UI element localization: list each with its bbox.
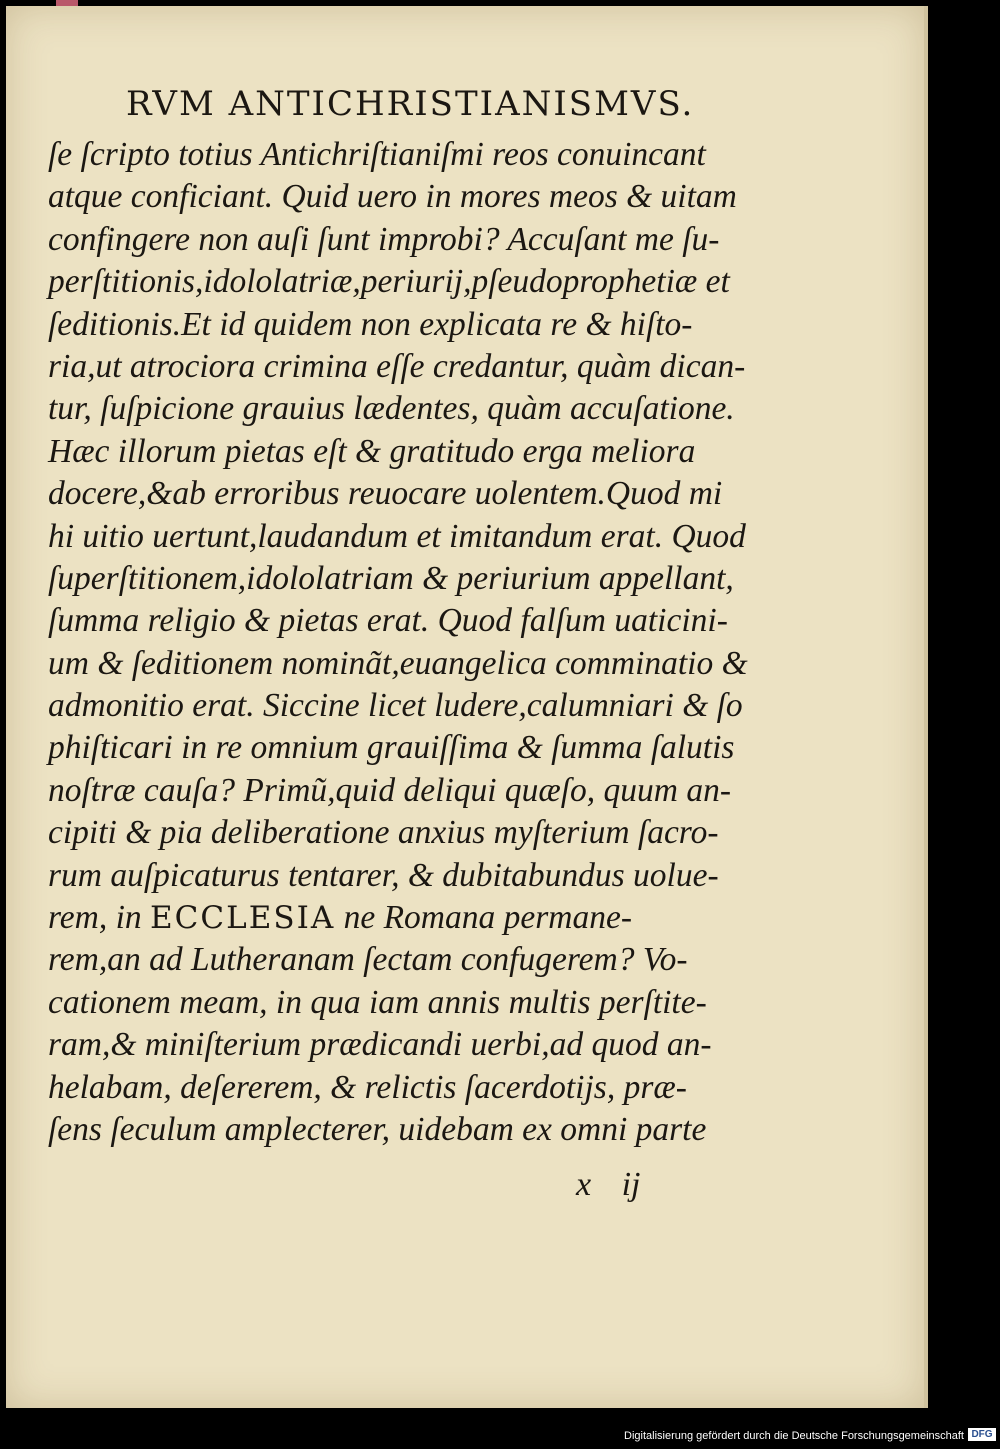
text-line: tur, ſuſpicione grauius lædentes, quàm accuſatione. <box>48 390 735 428</box>
ecclesia-word: ECCLESIA <box>150 900 336 937</box>
text-line: helabam, deſererem, & relictis ſacerdotijs, præ- <box>48 1068 687 1106</box>
text-line: ſe ſcripto totius Antichriſtianiſmi reos conuincant <box>48 136 706 173</box>
text-line: cipiti & pia deliberatione anxius myſterium ſacro- <box>48 814 719 852</box>
text-line: phiſticari in re omnium grauiſſima & ſumma ſalutis <box>48 729 735 767</box>
text-line: ria,ut atrociora crimina eſſe credantur, quàm dican- <box>48 347 746 385</box>
page-edge <box>924 6 928 1408</box>
footer-bar <box>0 1412 1000 1449</box>
book-page <box>6 6 924 1408</box>
text-line: rem,an ad Lutheranam ſectam confugerem? Vo- <box>48 941 688 979</box>
running-head: RVM ANTICHRISTIANISMVS. <box>126 84 695 124</box>
text-line-ecclesia <box>48 897 738 939</box>
text-line: docere,&ab erroribus reuocare uolentem.Quod mi <box>48 475 723 513</box>
text-line: confingere non auſi ſunt improbi? Accuſant me ſu- <box>48 220 720 258</box>
text-line: ſumma religio & pietas erat. Quod falſum uaticini- <box>48 602 728 640</box>
text-line: Hæc illorum pietas eſt & gratitudo erga meliora <box>48 432 696 470</box>
body-text <box>48 134 748 1151</box>
text-line: ſens ſeculum amplecterer, uidebam ex omni parte <box>48 1110 707 1148</box>
dfg-logo: DFG <box>968 1428 996 1441</box>
text-line: hi uitio uertunt,laudandum et imitandum erat. Quod <box>48 517 746 555</box>
text-line-start: rem, in <box>48 899 142 937</box>
text-line-end: ne Romana permane- <box>335 899 632 937</box>
text-line: ram,& miniſterium prædicandi uerbi,ad quod an- <box>48 1026 712 1064</box>
signature-mark: x ij <box>576 1166 641 1203</box>
text-line: perſtitionis,idololatriæ,periurij,pſeudoprophetiæ et <box>48 263 730 301</box>
text-line: ſuperſtitionem,idololatriam & periurium appellant, <box>48 559 734 597</box>
text-line: ſeditionis.Et id quidem non explicata re & hiſto- <box>48 305 693 343</box>
text-line: noſtræ cauſa? Primũ,quid deliqui quæſo, quum an- <box>48 771 732 809</box>
text-line: cationem meam, in qua iam annis multis perſtite- <box>48 983 707 1021</box>
footer-credit: Digitalisierung gefördert durch die Deutsche Forschungsgemeinschaft <box>624 1430 964 1442</box>
text-line: admonitio erat. Siccine licet ludere,calumniari & ſo <box>48 687 743 725</box>
text-line: rum auſpicaturus tentarer, & dubitabundus uolue- <box>48 856 719 894</box>
text-line: atque conficiant. Quid uero in mores meos & uitam <box>48 178 737 216</box>
text-line: um & ſeditionem nominãt,euangelica comminatio & <box>48 644 748 682</box>
